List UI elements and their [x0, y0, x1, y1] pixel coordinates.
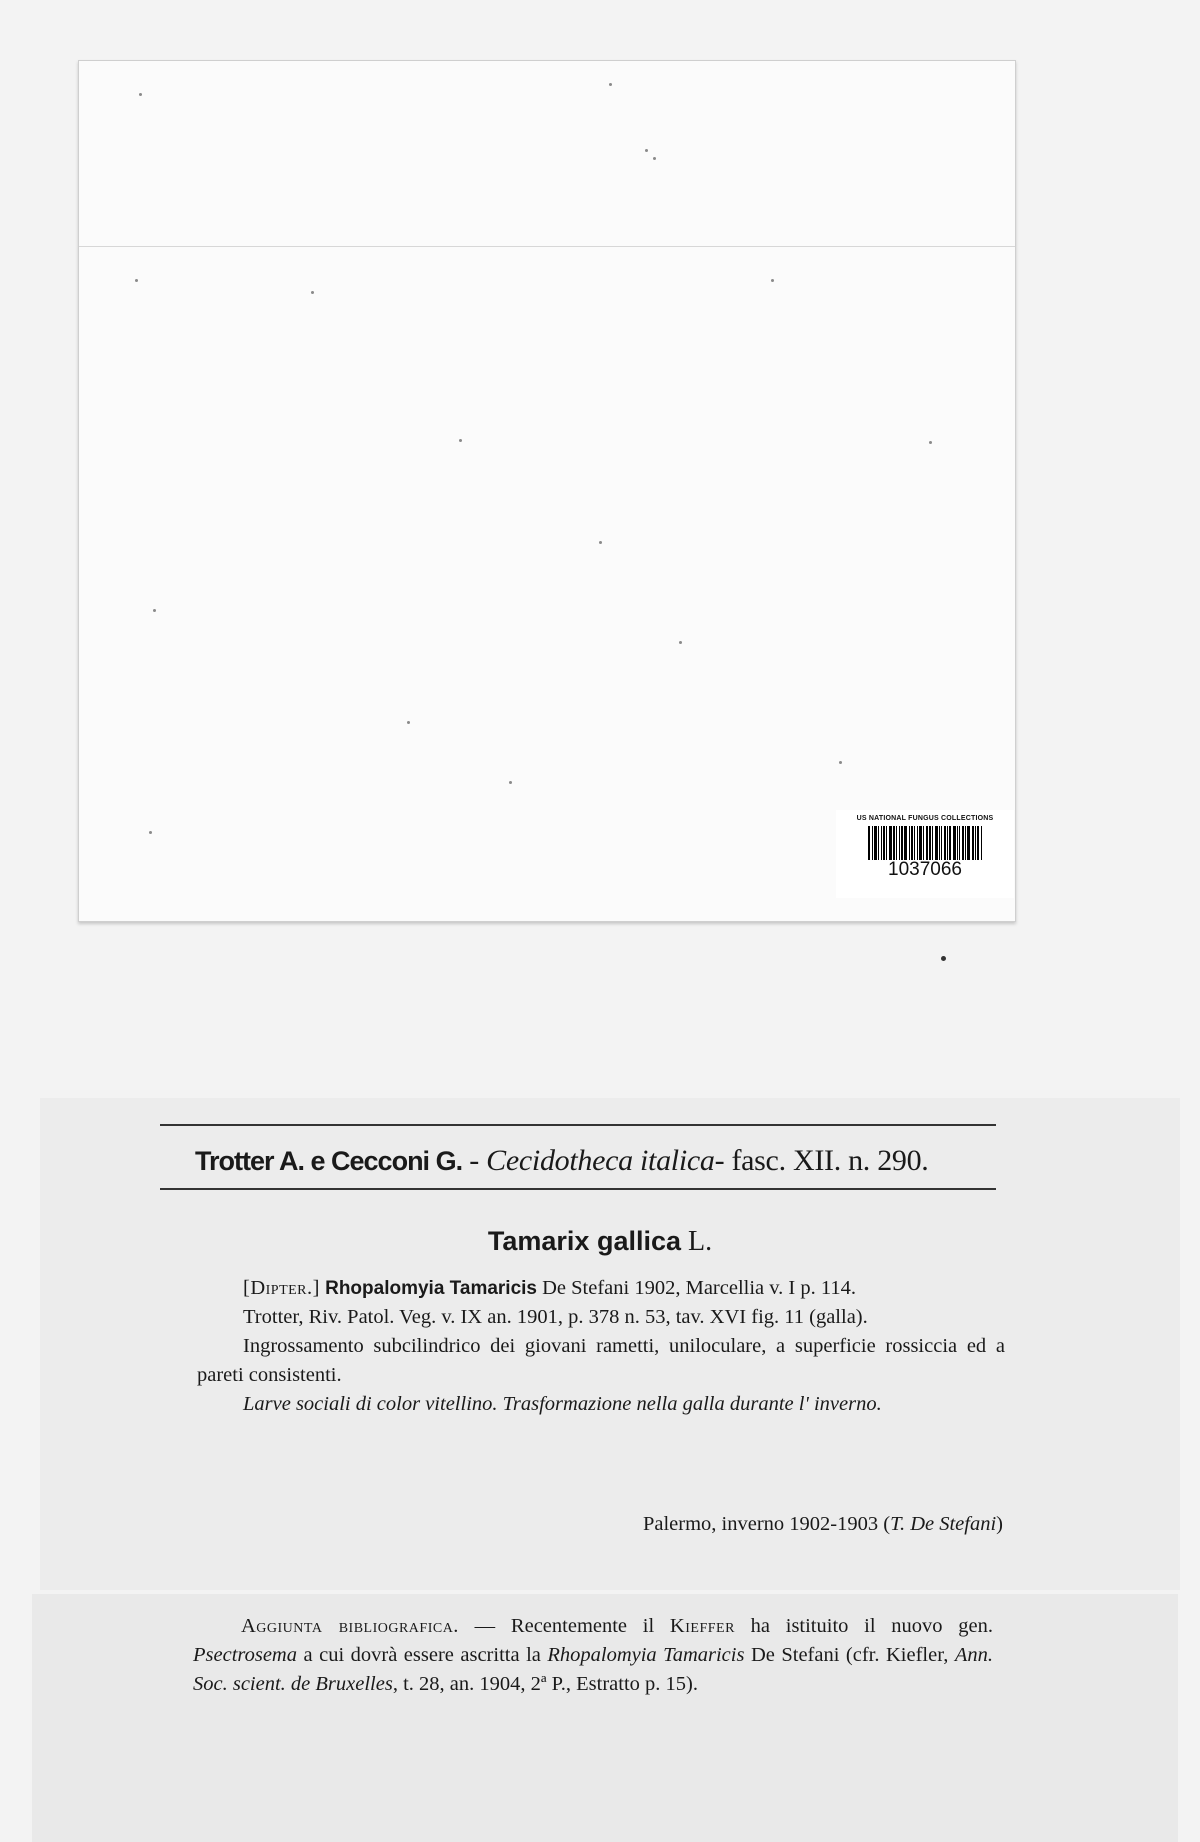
speck: [839, 761, 842, 764]
barcode-bar: [957, 826, 958, 860]
barcode-caption: US NATIONAL FUNGUS COLLECTIONS: [856, 815, 994, 822]
genus-name: Psectrosema: [193, 1644, 297, 1666]
citation: De Stefani 1902, Marcellia v. I p. 114.: [542, 1277, 856, 1299]
barcode-bar: [932, 826, 933, 860]
label-body: [197, 1274, 1005, 1419]
barcode-bar: [896, 826, 897, 860]
barcode: [836, 826, 1014, 860]
insect-name: Rhopalomyia Tamaricis: [325, 1278, 537, 1299]
locality: Palermo, inverno 1902-1903 (T. De Stefani): [642, 1513, 1003, 1535]
barcode-bar: [874, 826, 877, 860]
barcode-number: 1037066: [888, 859, 962, 880]
stray-mark: [941, 956, 946, 961]
speck: [599, 541, 602, 544]
host-plant: [0, 1224, 1200, 1259]
barcode-bar: [929, 826, 931, 860]
barcode-bar: [939, 826, 940, 860]
barcode-bar: [959, 826, 960, 860]
barcode-bar: [901, 826, 903, 860]
barcode-bar: [972, 826, 974, 860]
speck: [679, 641, 682, 644]
collector: T. De Stefani: [890, 1513, 997, 1535]
supplement-text3: De Stefani (cfr. Kiefler,: [744, 1644, 955, 1666]
speck: [139, 93, 142, 96]
barcode-bar: [917, 826, 918, 860]
barcode-bar: [975, 826, 976, 860]
barcode-bar: [904, 826, 907, 860]
species-name: Rhopalomyia Tamaricis: [547, 1644, 745, 1666]
speck: [929, 441, 932, 444]
journal-name: Ann. Soc. scient. de Bruxelles: [193, 1644, 993, 1695]
barcode-bar: [962, 826, 964, 860]
barcode-bar: [883, 826, 885, 860]
series-title: Cecidotheca italica: [486, 1144, 715, 1177]
speck: [609, 83, 612, 86]
barcode-bar: [965, 826, 966, 860]
barcode-bar: [919, 826, 922, 860]
barcode-bar: [935, 826, 938, 860]
packet-fold-line: [79, 246, 1015, 247]
insect-entry: [197, 1274, 1005, 1303]
barcode-bar: [872, 826, 873, 860]
top-rule: [160, 1124, 996, 1126]
host-authority: L.: [688, 1226, 713, 1257]
host-name: Tamarix gallica: [487, 1226, 681, 1256]
supplement-lead: Aggiunta bibliografica.: [241, 1615, 459, 1637]
speck: [509, 781, 512, 784]
supplement-text2: a cui dovrà essere ascritta la: [297, 1644, 548, 1666]
barcode-bar: [949, 826, 951, 860]
place-date: Palermo, inverno 1902-1903: [642, 1513, 879, 1535]
barcode-bar: [886, 826, 887, 860]
barcode-bar: [868, 826, 870, 860]
barcode-label: [836, 810, 1014, 898]
barcode-bar: [878, 826, 879, 860]
speck: [153, 609, 156, 612]
barcode-bar: [893, 826, 895, 860]
barcode-bar: [889, 826, 892, 860]
barcode-bar: [941, 826, 942, 860]
fascicle: - fasc. XII. n. 290.: [714, 1144, 929, 1177]
header-separator: -: [462, 1144, 487, 1177]
barcode-bar: [881, 826, 882, 860]
barcode-bar: [899, 826, 900, 860]
order: [Dipter.]: [243, 1277, 320, 1299]
supplement-text4: , t. 28, an. 1904, 2ª P., Estratto p. 15).: [392, 1673, 698, 1695]
supplement-dash: — Recentemente il: [458, 1615, 670, 1637]
speck: [135, 279, 138, 282]
specimen-packet: [78, 60, 1016, 922]
barcode-bar: [909, 826, 910, 860]
reference: Trotter, Riv. Patol. Veg. v. IX an. 1901, p. 378 n. 53, tav. XVI fig. 11 (galla).: [243, 1306, 868, 1328]
label-header: [195, 1143, 1005, 1179]
barcode-bar: [947, 826, 948, 860]
speck: [149, 831, 152, 834]
speck: [311, 291, 314, 294]
barcode-bar: [981, 826, 982, 860]
speck: [645, 149, 648, 152]
speck: [771, 279, 774, 282]
authors: Trotter A. e Cecconi G.: [195, 1146, 463, 1176]
barcode-bar: [926, 826, 928, 860]
supplement-text1: ha istituito il nuovo gen.: [734, 1615, 993, 1637]
barcode-bar: [944, 826, 946, 860]
larvae-note: Larve sociali di color vitellino. Trasformazione nella galla durante l' inverno.: [243, 1393, 882, 1415]
supplement-text: [193, 1612, 993, 1699]
barcode-bar: [923, 826, 924, 860]
barcode-bar: [953, 826, 956, 860]
gall-description: Ingrossamento subcilindrico dei giovani rametti, uniloculare, a superficie rossiccia ed a pareti consistenti.: [197, 1335, 1005, 1386]
speck: [653, 157, 656, 160]
speck: [407, 721, 410, 724]
barcode-bar: [911, 826, 913, 860]
barcode-bar: [914, 826, 915, 860]
speck: [459, 439, 462, 442]
bottom-rule: [160, 1188, 996, 1190]
supplement-author: Kieffer: [669, 1615, 735, 1637]
barcode-bar: [967, 826, 970, 860]
barcode-bar: [977, 826, 979, 860]
